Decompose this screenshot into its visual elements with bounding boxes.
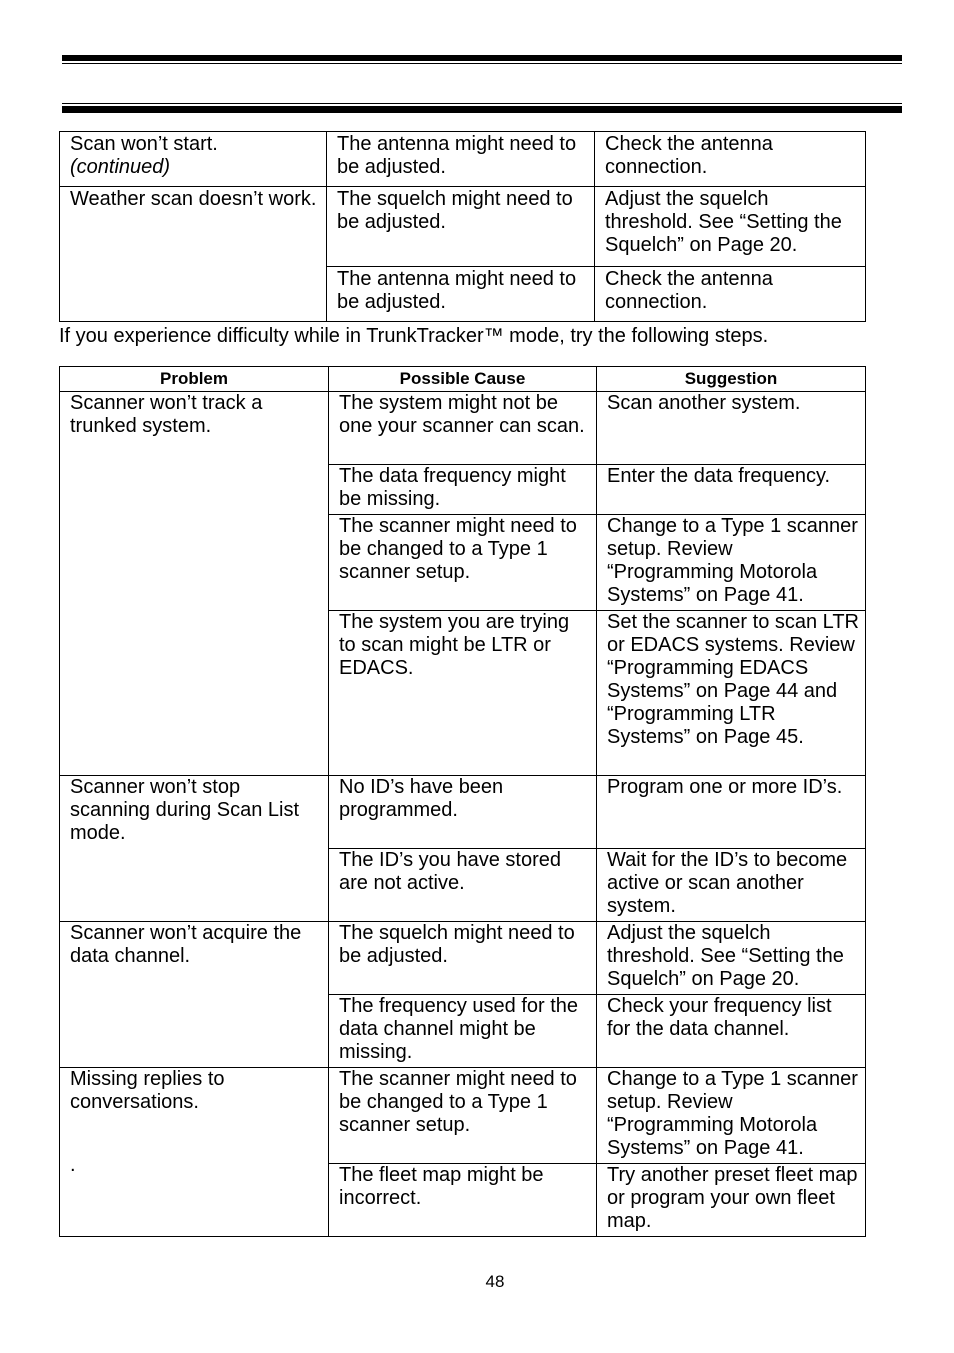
table-row (60, 187, 866, 267)
column-header-cause: Possible Cause (329, 367, 597, 392)
suggestion-cell: Wait for the ID’s to become active or scan another system. (597, 849, 866, 922)
problem-cell (60, 1068, 329, 1237)
problem-cell: Scanner won’t acquire the data channel. (60, 922, 329, 1068)
cause-cell: The squelch might need to be adjusted. (327, 187, 595, 267)
suggestion-cell: Set the scanner to scan LTR or EDACS systems. Review “Programming EDACS Systems” on Page 44 and “Programming LTR Systems” on Page 45. (597, 611, 866, 776)
problem-cell: Scanner won’t stop scanning during Scan List mode. (60, 776, 329, 922)
cause-cell: The system you are trying to scan might be LTR or EDACS. (329, 611, 597, 776)
suggestion-cell: Change to a Type 1 scanner setup. Review “Programming Motorola Systems” on Page 41. (597, 1068, 866, 1164)
header-rule-thin-top (62, 63, 902, 64)
cause-cell: The scanner might need to be changed to a Type 1 scanner setup. (329, 515, 597, 611)
column-header-problem: Problem (60, 367, 329, 392)
continued-note: (continued) (70, 156, 171, 178)
problem-cell (60, 132, 327, 187)
header-rule-thin-bottom (62, 103, 902, 104)
stray-mark: . (70, 1154, 76, 1176)
suggestion-cell: Adjust the squelch threshold. See “Setting the Squelch” on Page 20. (597, 922, 866, 995)
header-rule-thick-top (62, 55, 902, 61)
suggestion-cell: Try another preset fleet map or program your own fleet map. (597, 1164, 866, 1237)
table-row (60, 776, 866, 849)
suggestion-cell: Program one or more ID’s. (597, 776, 866, 849)
cause-cell: The frequency used for the data channel might be missing. (329, 995, 597, 1068)
intro-paragraph: If you experience difficulty while in TrunkTracker™ mode, try the following steps. (59, 325, 769, 347)
cause-cell: The fleet map might be incorrect. (329, 1164, 597, 1237)
table-row (60, 922, 866, 995)
header-rule-thick-bottom (62, 106, 902, 113)
cause-cell: The scanner might need to be changed to a Type 1 scanner setup. (329, 1068, 597, 1164)
problem-cell: Weather scan doesn’t work. (60, 187, 327, 322)
table-row (60, 1068, 866, 1164)
troubleshooting-table-continued (59, 131, 866, 322)
problem-text: Missing replies to conversations. (70, 1068, 225, 1113)
suggestion-cell: Change to a Type 1 scanner setup. Review “Programming Motorola Systems” on Page 41. (597, 515, 866, 611)
suggestion-cell: Adjust the squelch threshold. See “Setting the Squelch” on Page 20. (595, 187, 866, 267)
page-number: 48 (485, 1272, 505, 1291)
problem-cell: Scanner won’t track a trunked system. (60, 392, 329, 776)
suggestion-cell: Enter the data frequency. (597, 465, 866, 515)
table-header-row (60, 367, 866, 392)
suggestion-cell: Scan another system. (597, 392, 866, 465)
cause-cell: The data frequency might be missing. (329, 465, 597, 515)
problem-text: Scan won’t start. (70, 133, 218, 155)
cause-cell: No ID’s have been programmed. (329, 776, 597, 849)
cause-cell: The antenna might need to be adjusted. (327, 267, 595, 322)
trunktracker-troubleshooting-table (59, 366, 866, 1237)
cause-cell: The system might not be one your scanner can scan. (329, 392, 597, 465)
cause-cell: The ID’s you have stored are not active. (329, 849, 597, 922)
suggestion-cell: Check the antenna connection. (595, 267, 866, 322)
cause-cell: The antenna might need to be adjusted. (327, 132, 595, 187)
table-row (60, 392, 866, 465)
suggestion-cell: Check your frequency list for the data channel. (597, 995, 866, 1068)
cause-cell: The squelch might need to be adjusted. (329, 922, 597, 995)
column-header-suggestion: Suggestion (597, 367, 866, 392)
table-row (60, 132, 866, 187)
suggestion-cell: Check the antenna connection. (595, 132, 866, 187)
